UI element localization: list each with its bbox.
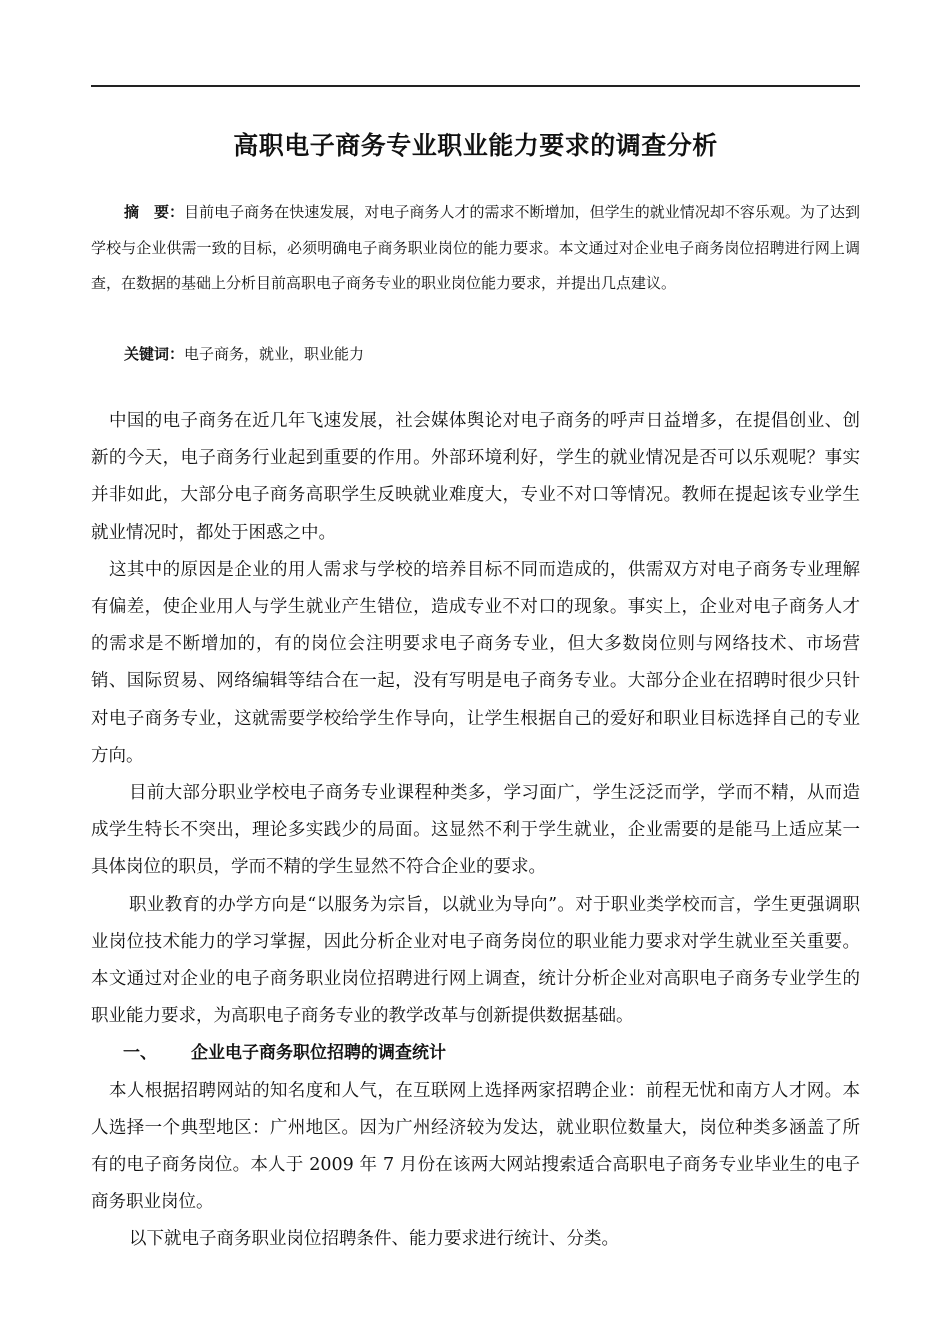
section-paragraph-1: 本人根据招聘网站的知名度和人气，在互联网上选择两家招聘企业：前程无忧和南方人才网。本人选择一个典型地区：广州地区。因为广州经济较为发达，就业职位数量大，岗位种类多涵盖了所有的电子商务岗位。本人于 2009 年 7 月份在该两大网站搜索适合高职电子商务专业毕业生的电子商务职业岗位。 xyxy=(91,1080,860,1213)
header-rule xyxy=(91,85,860,87)
section-title: 企业电子商务职位招聘的调查统计 xyxy=(191,1043,446,1064)
keywords xyxy=(91,339,860,369)
keywords-label: 关键词： xyxy=(124,345,185,363)
abstract-text: 目前电子商务在快速发展，对电子商务人才的需求不断增加，但学生的就业情况却不容乐观。为了达到学校与企业供需一致的目标，必须明确电子商务职业岗位的能力要求。本文通过对企业电子商务岗位招聘进行网上调查，在数据的基础上分析目前高职电子商务专业的职业岗位能力要求，并提出几点建议。 xyxy=(91,203,860,292)
body-text xyxy=(91,403,860,1259)
body-paragraph-1: 中国的电子商务在近几年飞速发展，社会媒体舆论对电子商务的呼声日益增多，在提倡创业、创新的今天，电子商务行业起到重要的作用。外部环境利好，学生的就业情况是否可以乐观呢？事实并非如此，大部分电子商务高职学生反映就业难度大，专业不对口等情况。教师在提起该专业学生就业情况时，都处于困惑之中。 xyxy=(91,411,860,543)
section-heading xyxy=(91,1035,860,1072)
section-number: 一、 xyxy=(123,1043,157,1064)
abstract-label: 摘 要： xyxy=(124,203,185,221)
body-paragraph-2: 这其中的原因是企业的用人需求与学校的培养目标不同而造成的，供需双方对电子商务专业理解有偏差，使企业用人与学生就业产生错位，造成专业不对口的现象。事实上，企业对电子商务人才的需求是不断增加的，有的岗位会注明要求电子商务专业，但大多数岗位则与网络技术、市场营销、国际贸易、网络编辑等结合在一起，没有写明是电子商务专业。大部分企业在招聘时很少只针对电子商务专业，这就需要学校给学生作导向，让学生根据自己的爱好和职业目标选择自己的专业方向。 xyxy=(91,559,860,766)
paper-title: 高职电子商务专业职业能力要求的调查分析 xyxy=(233,131,718,160)
body-paragraph-3: 目前大部分职业学校电子商务专业课程种类多，学习面广，学生泛泛而学，学而不精，从而造成学生特长不突出，理论多实践少的局面。这显然不利于学生就业，企业需要的是能马上适应某一具体岗位的职员，学而不精的学生显然不符合企业的要求。 xyxy=(91,783,860,878)
keywords-text: 电子商务，就业，职业能力 xyxy=(184,345,365,363)
body-paragraph-4: 职业教育的办学方向是“以服务为宗旨，以就业为导向”。对于职业类学校而言，学生更强调职业岗位技术能力的学习掌握，因此分析企业对电子商务岗位的职业能力要求对学生就业至关重要。本文通过对企业的电子商务职业岗位招聘进行网上调查，统计分析企业对高职电子商务专业学生的职业能力要求，为高职电子商务专业的教学改革与创新提供数据基础。 xyxy=(91,894,860,1027)
section-paragraph-2: 以下就电子商务职业岗位招聘条件、能力要求进行统计、分类。 xyxy=(129,1229,619,1250)
abstract xyxy=(91,195,860,302)
